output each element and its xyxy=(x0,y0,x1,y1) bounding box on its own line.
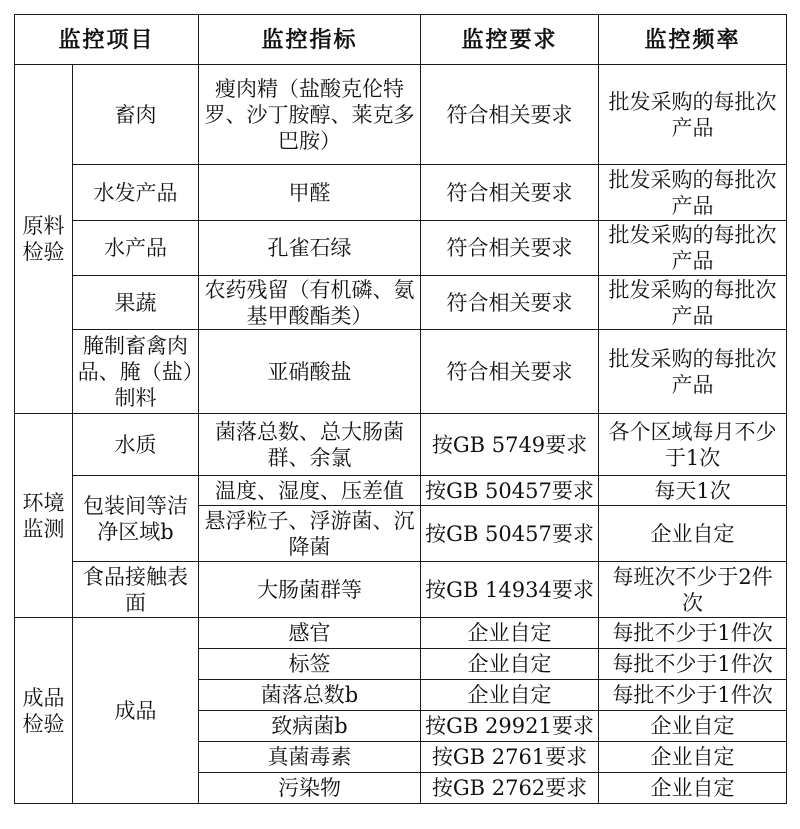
indicator-cell: 污染物 xyxy=(199,773,421,804)
item-cell: 水产品 xyxy=(73,221,199,276)
requirement-cell: 符合相关要求 xyxy=(421,65,599,165)
frequency-cell: 每批不少于1件次 xyxy=(599,680,787,711)
header-project: 监控项目 xyxy=(15,15,199,65)
requirement-cell: 企业自定 xyxy=(421,680,599,711)
requirement-cell: 按GB 50457要求 xyxy=(421,506,599,562)
table-row xyxy=(15,618,787,649)
header-indicator: 监控指标 xyxy=(199,15,421,65)
requirement-cell: 按GB 29921要求 xyxy=(421,711,599,742)
indicator-cell: 甲醛 xyxy=(199,165,421,221)
category-label: 环境监测 xyxy=(15,414,73,618)
table-row xyxy=(15,562,787,618)
indicator-cell: 致病菌b xyxy=(199,711,421,742)
frequency-cell: 企业自定 xyxy=(599,506,787,562)
indicator-cell: 悬浮粒子、浮游菌、沉降菌 xyxy=(199,506,421,562)
frequency-cell: 每天1次 xyxy=(599,476,787,506)
indicator-cell: 菌落总数、总大肠菌群、余氯 xyxy=(199,414,421,476)
indicator-cell: 农药残留（有机磷、氨基甲酸酯类） xyxy=(199,276,421,330)
requirement-cell: 按GB 2761要求 xyxy=(421,742,599,773)
indicator-cell: 真菌毒素 xyxy=(199,742,421,773)
table-row xyxy=(15,65,787,165)
indicator-cell: 标签 xyxy=(199,649,421,680)
frequency-cell: 批发采购的每批次产品 xyxy=(599,330,787,414)
requirement-cell: 按GB 14934要求 xyxy=(421,562,599,618)
requirement-cell: 符合相关要求 xyxy=(421,165,599,221)
requirement-cell: 符合相关要求 xyxy=(421,276,599,330)
item-cell: 包装间等洁净区域b xyxy=(73,476,199,562)
frequency-cell: 每批不少于1件次 xyxy=(599,618,787,649)
table-row xyxy=(15,330,787,414)
table-row xyxy=(15,476,787,506)
header-frequency: 监控频率 xyxy=(599,15,787,65)
indicator-cell: 温度、湿度、压差值 xyxy=(199,476,421,506)
indicator-cell: 大肠菌群等 xyxy=(199,562,421,618)
requirement-cell: 企业自定 xyxy=(421,618,599,649)
requirement-cell: 企业自定 xyxy=(421,649,599,680)
item-cell: 腌制畜禽肉品、腌（盐）制料 xyxy=(73,330,199,414)
frequency-cell: 企业自定 xyxy=(599,711,787,742)
header-requirement: 监控要求 xyxy=(421,15,599,65)
indicator-cell: 孔雀石绿 xyxy=(199,221,421,276)
requirement-cell: 符合相关要求 xyxy=(421,330,599,414)
item-cell: 水质 xyxy=(73,414,199,476)
header-row xyxy=(15,15,787,65)
table-row xyxy=(15,221,787,276)
item-cell: 水发产品 xyxy=(73,165,199,221)
frequency-cell: 各个区域每月不少于1次 xyxy=(599,414,787,476)
category-label: 成品检验 xyxy=(15,618,73,804)
frequency-cell: 批发采购的每批次产品 xyxy=(599,276,787,330)
item-cell: 食品接触表面 xyxy=(73,562,199,618)
indicator-cell: 感官 xyxy=(199,618,421,649)
item-cell: 成品 xyxy=(73,618,199,804)
category-label: 原料检验 xyxy=(15,65,73,414)
frequency-cell: 企业自定 xyxy=(599,742,787,773)
frequency-cell: 批发采购的每批次产品 xyxy=(599,221,787,276)
indicator-cell: 瘦肉精（盐酸克伦特罗、沙丁胺醇、莱克多巴胺） xyxy=(199,65,421,165)
indicator-cell: 亚硝酸盐 xyxy=(199,330,421,414)
monitoring-table xyxy=(14,14,787,804)
frequency-cell: 批发采购的每批次产品 xyxy=(599,165,787,221)
requirement-cell: 按GB 50457要求 xyxy=(421,476,599,506)
item-cell: 畜肉 xyxy=(73,65,199,165)
frequency-cell: 企业自定 xyxy=(599,773,787,804)
table-row xyxy=(15,414,787,476)
frequency-cell: 每批不少于1件次 xyxy=(599,649,787,680)
requirement-cell: 按GB 2762要求 xyxy=(421,773,599,804)
requirement-cell: 符合相关要求 xyxy=(421,221,599,276)
requirement-cell: 按GB 5749要求 xyxy=(421,414,599,476)
table-row xyxy=(15,165,787,221)
table-row xyxy=(15,276,787,330)
frequency-cell: 每班次不少于2件次 xyxy=(599,562,787,618)
item-cell: 果蔬 xyxy=(73,276,199,330)
frequency-cell: 批发采购的每批次产品 xyxy=(599,65,787,165)
indicator-cell: 菌落总数b xyxy=(199,680,421,711)
